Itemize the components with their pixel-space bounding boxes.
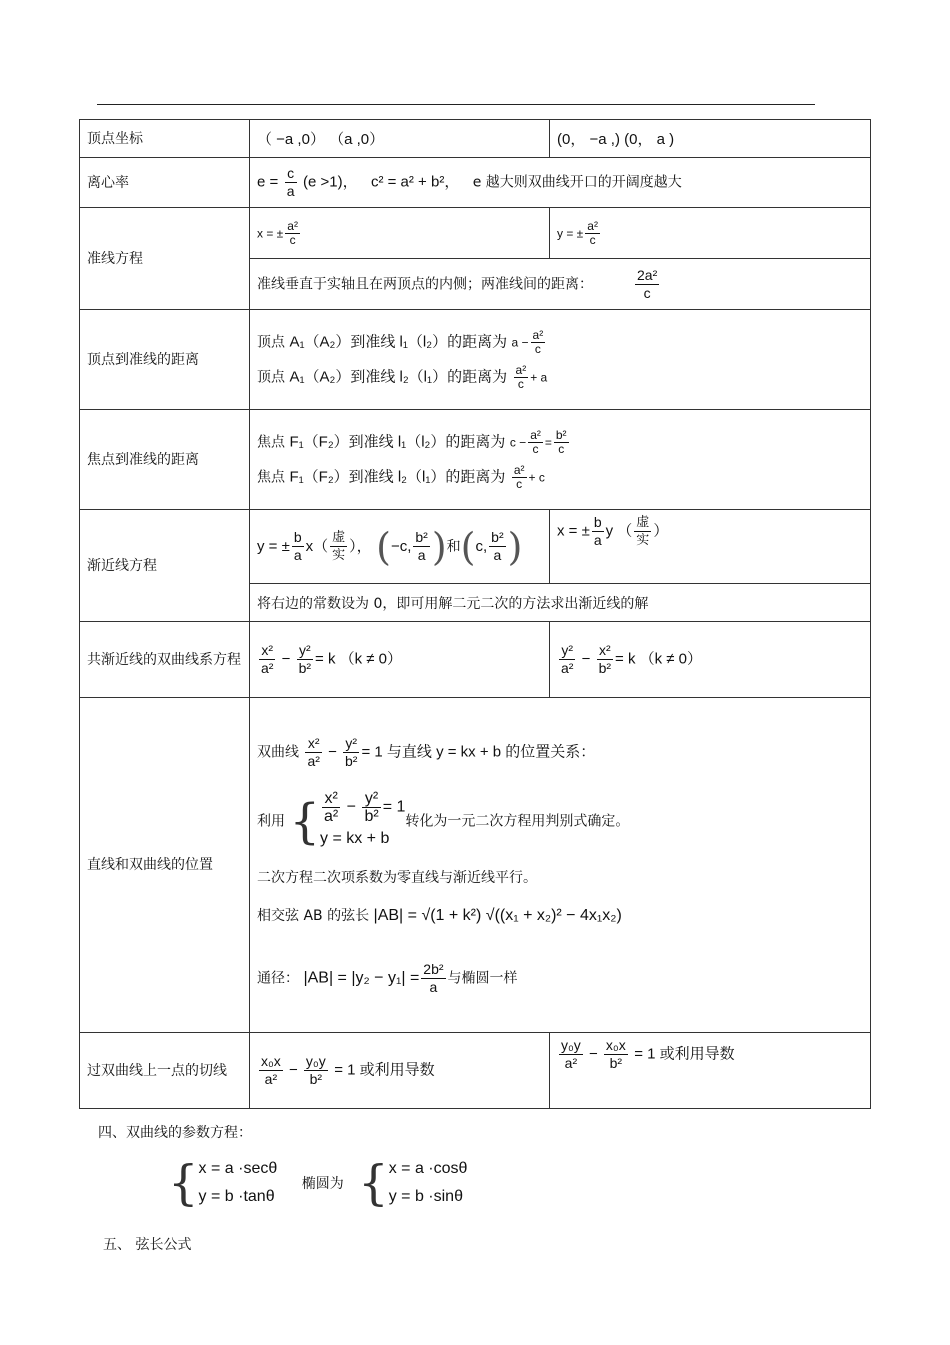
frac-den: 实 <box>636 533 650 548</box>
section5-title: 五、 弦长公式 <box>103 1237 192 1253</box>
row-label: 准线方程 <box>80 208 250 310</box>
frac-num: y² <box>297 642 313 660</box>
frac-den: b² <box>598 660 612 676</box>
frac-den: a <box>286 183 295 199</box>
frac-num: 2b² <box>423 960 444 977</box>
tangent-right: $\frac{\text{y₀y}}{\text{a²}}$ − $\frac{\text{x₀x}}{\text{b²}}$ = 1 或利用导数 <box>550 1033 871 1109</box>
text: 焦点 <box>257 469 285 485</box>
text: 和 <box>446 538 461 555</box>
table-row <box>80 158 871 208</box>
system <box>199 1155 278 1211</box>
text: −c, <box>390 537 412 555</box>
table-row <box>80 310 871 410</box>
frac-den: a <box>293 547 302 563</box>
row-label: 顶点坐标 <box>80 120 250 158</box>
family-left: $\frac{\text{x²}}{\text{a²}}$ − $\frac{\text{y²}}{\text{b²}}$ = k （k ≠ 0） <box>250 622 550 698</box>
frac-num: b <box>293 529 302 545</box>
paren-right: ) <box>507 524 523 569</box>
frac-den: a² <box>307 752 320 769</box>
frac-den: a <box>493 547 502 563</box>
table-row <box>80 510 871 584</box>
header-rule <box>97 104 815 105</box>
lhs: x = ± <box>257 226 284 240</box>
frac <box>559 642 575 677</box>
frac <box>343 735 359 770</box>
line-cell: 双曲线 $\frac{\text{x²}}{\text{a²}}$ − $\frac{\text{y²}}{\text{b²}}$ = 1 与直线 y = kx + b 的位置关系： 利用 { $\frac{\text{x²}}{\text{a²}}$ − $\frac{\text{y²}}{\text{b²}}$ = 1 y = kx + b 转化为一元二次方程用判别式确定。 二次方程二次项系数为零直线与渐近线平行。 相交弦 AB 的弦长 |AB| = √(1 + k²) √((x₁ + x₂)² − 4x₁x₂) 通径： |AB| = |y₂ − y₁| = $\frac{\text{2b²}}{a}$ 与椭圆一样 <box>250 698 871 1033</box>
frac <box>634 514 651 549</box>
table-row <box>80 622 871 698</box>
ecc-cell <box>250 158 871 208</box>
frac-den: c <box>534 341 541 356</box>
frac <box>285 220 300 247</box>
param-equations <box>168 1155 467 1211</box>
text: = 1 <box>382 798 406 816</box>
frac-num: y² <box>343 735 359 753</box>
frac <box>297 642 313 677</box>
row-label: 顶点到准线的距离 <box>80 310 250 410</box>
text: = k （k ≠ 0） <box>315 650 403 668</box>
frac <box>259 642 275 677</box>
paren-left: ( <box>376 524 391 569</box>
frac <box>305 735 321 770</box>
frac-num: b² <box>555 427 567 442</box>
frac-num: 2a² <box>637 266 658 283</box>
frac <box>531 329 546 356</box>
text: ）， <box>349 537 372 555</box>
vd-cell <box>250 310 871 410</box>
table-row <box>80 698 871 1033</box>
row-label: 焦点到准线的距离 <box>80 410 250 510</box>
frac-num: x² <box>322 790 340 808</box>
text: = 1 与直线 y = kx + b 的位置关系： <box>361 743 596 760</box>
frac-den: b² <box>609 1055 623 1071</box>
text: x = a ·secθ <box>198 1160 278 1177</box>
table-row <box>80 410 871 510</box>
section4-title: 四、双曲线的参数方程： <box>98 1125 252 1141</box>
hyperbola-table <box>79 119 871 1109</box>
frac <box>597 642 613 677</box>
text: 通径： <box>257 970 299 986</box>
text: 利用 <box>257 813 285 829</box>
frac-num: y² <box>559 642 575 660</box>
text: F₁（F₂）到准线 l₁（l₂）的距离为 <box>289 433 506 450</box>
frac <box>362 790 380 825</box>
frac-den: c <box>589 232 596 247</box>
text: 顶点 <box>257 369 285 385</box>
lhs: y = ± <box>557 226 584 240</box>
brace: { <box>358 1155 389 1211</box>
text: 双曲线 <box>257 744 299 760</box>
system: $\frac{\text{x²}}{\text{a²}}$ − $\frac{\text{y²}}{\text{b²}}$ = 1 y = kx + b <box>320 790 405 853</box>
frac-num: c <box>285 165 297 183</box>
ecc-note: e 越大则双曲线开口的开阔度越大 <box>472 174 682 191</box>
frac-den: b² <box>309 1071 323 1087</box>
frac-den: c <box>532 441 539 456</box>
text: y = kx + b <box>320 829 390 847</box>
frac-den: a <box>417 547 426 563</box>
frac-num: 虚 <box>636 515 650 530</box>
text: 二次方程二次项系数为零直线与渐近线平行。 <box>257 869 537 886</box>
dist-frac <box>635 267 659 302</box>
frac-den: a² <box>561 660 574 676</box>
vertex-left: （ −a ,0） （a ,0） <box>250 120 550 158</box>
frac-den: a² <box>261 660 274 676</box>
row-label: 过双曲线上一点的切线 <box>80 1033 250 1109</box>
text: + c <box>528 470 545 484</box>
text: y = b ·tanθ <box>198 1188 275 1205</box>
paren-right: ) <box>431 524 447 569</box>
frac <box>259 1053 283 1088</box>
frac-num: y² <box>362 790 380 808</box>
row-label: 渐近线方程 <box>80 510 250 622</box>
frac-num: x² <box>259 642 275 660</box>
frac <box>292 529 304 564</box>
frac <box>330 529 347 564</box>
paren-left: ( <box>460 524 476 569</box>
frac-num: x₀x <box>605 1037 626 1053</box>
directrix-right <box>550 208 871 259</box>
text: x（ <box>305 537 329 555</box>
asym-left <box>250 510 550 584</box>
ecc-rel: c² = a² + b²， <box>370 173 460 191</box>
frac-num: a² <box>530 427 541 442</box>
frac <box>304 1053 328 1088</box>
frac-num: b² <box>491 529 504 545</box>
frac-num: x² <box>597 642 613 660</box>
ecc-cond: (e >1)， <box>302 173 358 191</box>
text: A₁（A₂）到准线 l₂（l₁）的距离为 <box>289 368 508 385</box>
frac <box>489 529 505 564</box>
lhs: y = ± <box>257 537 290 555</box>
text: 转化为一元二次方程用判别式确定。 <box>405 813 630 829</box>
table-row <box>80 120 871 158</box>
frac-den: b² <box>298 660 312 676</box>
frac-den: a <box>593 532 602 548</box>
row-label: 离心率 <box>80 158 250 208</box>
fd-cell <box>250 410 871 510</box>
directrix-note <box>250 259 871 310</box>
text: y = b ·sinθ <box>388 1188 463 1205</box>
frac <box>554 429 569 456</box>
brace: { <box>289 793 320 849</box>
frac-den: b² <box>364 807 379 825</box>
frac-den: c <box>516 476 523 491</box>
text: x = a ·cosθ <box>388 1160 468 1177</box>
frac-num: y₀y <box>305 1053 326 1069</box>
row-label: 共渐近线的双曲线系方程 <box>80 622 250 698</box>
asym-right <box>550 510 871 584</box>
text: ） <box>653 522 669 540</box>
table-row <box>80 208 871 259</box>
frac <box>528 429 543 456</box>
asym-note: 将右边的常数设为 0，即可用解二元二次的方法求出渐近线的解 <box>250 584 871 622</box>
brace: { <box>168 1155 199 1211</box>
frac-den: c <box>558 441 565 456</box>
text: A₁（A₂）到准线 l₁（l₂）的距离为 <box>289 333 508 350</box>
family-right: $\frac{\text{y²}}{\text{a²}}$ − $\frac{\text{x²}}{\text{b²}}$ = k （k ≠ 0） <box>550 622 871 698</box>
text: c − <box>509 435 527 449</box>
frac-num: 虚 <box>332 530 346 545</box>
system <box>389 1155 468 1211</box>
frac-den: c <box>289 232 296 247</box>
frac <box>604 1037 628 1072</box>
text: y （ <box>605 522 633 540</box>
lhs: x = ± <box>557 522 590 540</box>
text: 相交弦 AB 的弦长 <box>257 907 370 924</box>
frac <box>585 220 600 247</box>
frac-den: b² <box>345 752 358 769</box>
tangent-left: $\frac{\text{x₀x}}{\text{a²}}$ − $\frac{\text{y₀y}}{\text{b²}}$ = 1 或利用导数 <box>250 1033 550 1109</box>
text: = 1 或利用导数 <box>634 1045 735 1063</box>
frac-num: a² <box>587 218 598 233</box>
text: + a <box>530 370 548 384</box>
frac-den: a <box>429 978 438 995</box>
vertex-right: (0， −a ,) (0， a ) <box>550 120 871 158</box>
text: = 1 或利用导数 <box>334 1061 435 1079</box>
frac-num: y₀y <box>561 1037 581 1053</box>
text: = k （k ≠ 0） <box>615 650 703 668</box>
frac <box>322 790 340 825</box>
frac-den: c <box>643 284 651 301</box>
frac-den: a² <box>564 1055 578 1071</box>
text: 椭圆为 <box>301 1176 344 1192</box>
ecc-frac <box>285 165 297 200</box>
frac-num: b <box>593 514 602 530</box>
frac-num: a² <box>515 362 527 377</box>
frac <box>413 529 429 564</box>
frac <box>559 1037 583 1072</box>
ecc-eq: e = <box>257 173 279 191</box>
frac-num: a² <box>287 218 298 233</box>
text: = <box>544 435 552 449</box>
frac-den: c <box>517 376 524 391</box>
frac-num: a² <box>513 462 525 477</box>
frac-num: b² <box>415 529 428 545</box>
note-text: 准线垂直于实轴且在两顶点的内侧；两准线间的距离： <box>257 276 593 292</box>
text: a − <box>511 335 529 349</box>
frac <box>592 514 604 549</box>
frac-num: x² <box>305 735 321 753</box>
row-label: 直线和双曲线的位置 <box>80 698 250 1033</box>
frac-den: 实 <box>332 548 346 563</box>
frac-den: a² <box>264 1071 278 1087</box>
text: F₁（F₂）到准线 l₂（l₁）的距离为 <box>289 468 506 485</box>
text: 焦点 <box>257 434 285 450</box>
frac <box>514 364 529 391</box>
frac-num: a² <box>532 327 544 342</box>
frac-num: x₀x <box>261 1053 281 1069</box>
text: 与椭圆一样 <box>447 970 518 986</box>
table-row <box>80 1033 871 1109</box>
directrix-left <box>250 208 550 259</box>
text: |AB| = √(1 + k²) √((x₁ + x₂)² − 4x₁x₂) <box>373 906 622 924</box>
frac-den: a² <box>324 807 339 825</box>
frac <box>421 961 445 996</box>
text: |AB| = |y₂ − y₁| = <box>303 969 420 986</box>
frac <box>512 464 527 491</box>
text: c, <box>475 537 488 555</box>
text: 顶点 <box>257 334 285 350</box>
